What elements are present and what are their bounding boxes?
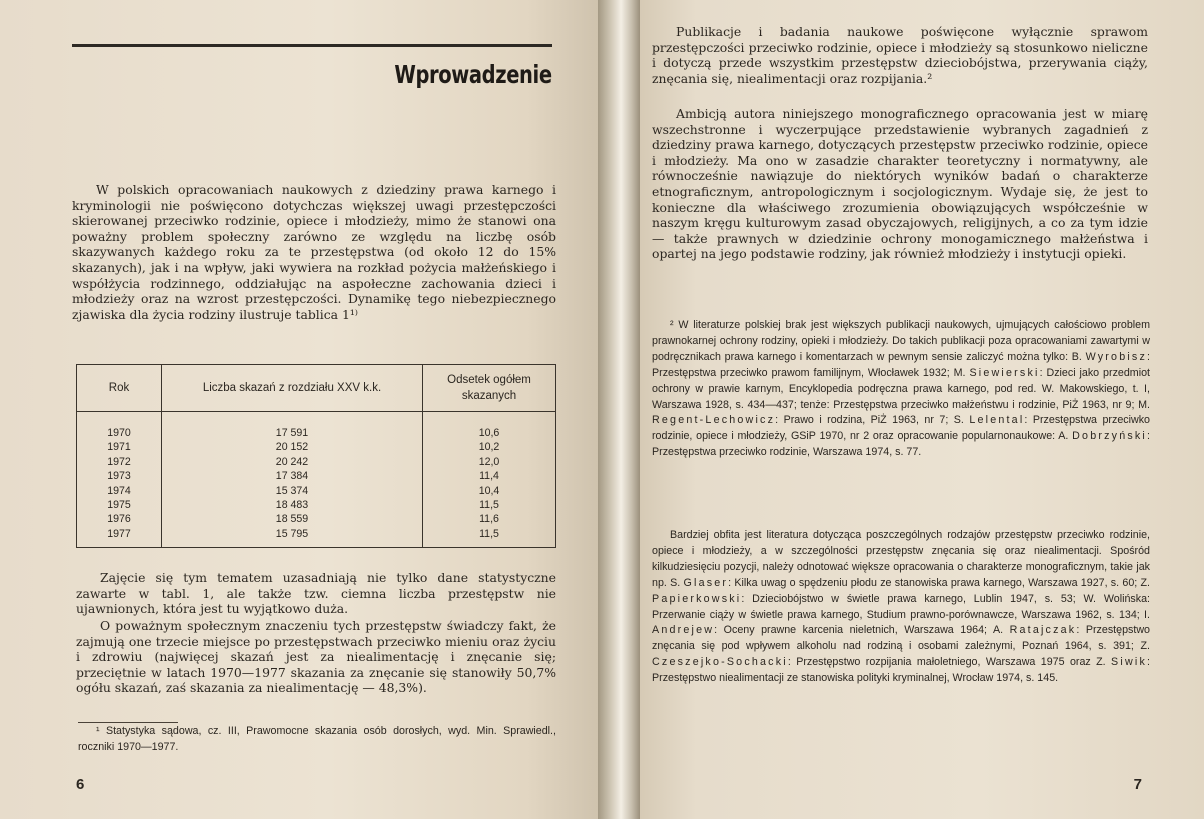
table-cell-percent: 10,4 [478, 484, 500, 497]
table-cell-count: 17 384 [162, 469, 423, 483]
footnote-2: ² W literaturze polskiej brak jest większych publikacji naukowych, ujmujących całościowo problem prawnokarnej ochrony rodziny, opieki i młodzieży. Do takich publikacji poza opracowaniami zawartymi w podręcznikach prawa karnego i komentarzach w pewnym sensie zaliczyć można tylko: B. Wyrobisz: Przestępstwa przeciwko prawom familijnym, Włocławek 1932; M. Siewierski: Dzieci jako przedmiot ochrony w prawie karnym, Encyklopedia podręczna prawa karnego, pod red. W. Makowskiego, t. I, Warszawa 1928, s. 434—437; tenże: Przestępstwa przeciwko małżeństwu i rodzinie, PiŻ 1963, nr 9; M. Regent-Lechowicz: Prawo i rodzina, PiŻ 1963, nr 7; S. Lelental: Przestępstwa przeciwko rodzinie, opiece i młodzieży, GSiP 1970, nr 2 oraz opracowanie popularnonaukowe: A. Dobrzyński: Przestępstwa przeciwko rodzinie, Warszawa 1974, s. 77. [652, 319, 1150, 459]
author-name: Glaser [683, 576, 729, 589]
footnote-2-continuation: Bardziej obfita jest literatura dotycząca poszczególnych rodzajów przestępstw przeciwko rodzinie, opiece i młodzieży, a w szczególności przestępstw znęcania się oraz niealimentacji. Spośród kilkudziesięciu pozycji, należy odnotować większe opracowania o charakterze monograficznym, takie jak np. S. Glaser: Kilka uwag o spędzeniu płodu ze stanowiska prawa karnego, Warszawa 1927, s. 60; Z. Papierkowski: Dzieciobójstwo w świetle prawa karnego, Lublin 1947, s. 53; W. Wolińska: Przerwanie ciąży w świetle prawa karnego, Studium prawno-porównawcze, Warszawa 1962, s. 134; I. Andrejew: Oceny prawne karcenia nieletnich, Warszawa 1964; A. Ratajczak: Przestępstwo znęcania się pod wpływem alkoholu nad rodziną i osobami zależnymi, Poznań 1964, s. 391; Z. Czeszejko-Sochacki: Przestępstwo rozpijania małoletniego, Warszawa 1975 oraz Z. Siwik: Przestępstwo niealimentacji ze stanowiska polityki kryminalnej, Wrocław 1974, s. 145. [652, 529, 1150, 685]
table-cell-year: 1977 [77, 527, 162, 548]
table-row [77, 498, 556, 512]
author-name: Wyrobisz [1085, 350, 1148, 363]
paragraph-significance: O poważnym społecznym znaczeniu tych przestępstw świadczy fakt, że zajmują one trzecie miejsce po przestępstwach przeciwko mieniu oraz życiu i zdrowiu (najwięcej skazań jest za niealimentację i znęcanie się; przeciętnie w latach 1970—1977 skazania za znęcanie się stanowiły 50,7% ogółu skazań, zaś skazania za niealimentację — 48,3%). [76, 618, 556, 696]
table-cell-count: 18 483 [162, 498, 423, 512]
author-name: Ratajczak [1009, 624, 1077, 637]
author-name: Lelental [969, 414, 1025, 427]
page-number-right: 7 [1133, 776, 1142, 793]
paragraph-publications: Publikacje i badania naukowe poświęcone wyłącznie sprawom przestępczości przeciwko rodzinie, opiece i młodzieży są stosunkowo nieliczne i dotyczą przede wszystkim przestępstw dzieciobójstwa, przerywania ciąży, znęcania się, niealimentacji oraz rozpijania.² [652, 24, 1148, 86]
left-page [0, 0, 598, 819]
table-cell-year: 1973 [77, 469, 162, 483]
table-cell-year: 1971 [77, 440, 162, 454]
book-gutter [598, 0, 640, 819]
table-row [77, 527, 556, 548]
author-name: Siewierski [969, 366, 1040, 379]
table-row [77, 412, 556, 441]
chapter-heading: Wprowadzenie [394, 60, 552, 89]
table-header-count: Liczba skazań z rozdziału XXV k.k. [162, 365, 423, 412]
table-cell-year: 1976 [77, 512, 162, 526]
table-cell-count: 15 374 [162, 484, 423, 498]
table-cell-percent: 11,4 [479, 470, 499, 483]
heading-rule [72, 44, 552, 47]
table-row [77, 440, 556, 454]
table-cell-percent: 10,2 [478, 441, 500, 454]
table-header-percent: Odsetek ogółem skazanych [423, 365, 556, 412]
author-name: Siwik [1111, 656, 1147, 669]
author-name: Czeszejko-Sochacki [652, 656, 788, 669]
author-name: Dobrzyński [1072, 430, 1147, 443]
table-cell-count: 18 559 [162, 512, 423, 526]
table-cell-percent: 11,5 [479, 499, 499, 512]
table-row [77, 469, 556, 483]
table-row [77, 512, 556, 526]
paragraph-statistics: Zajęcie się tym tematem uzasadniają nie tylko dane statystyczne zawarte w tabl. 1, ale także tzw. ciemna liczba przestępstw nie ujawnionych, która jest tu wyjątkowo duża. [76, 570, 556, 617]
table-cell-count: 17 591 [162, 412, 423, 441]
author-name: Andrejew [652, 624, 715, 637]
paragraph-ambition: Ambicją autora niniejszego monograficznego opracowania jest w miarę wszechstronne i wyczerpujące przedstawienie wybranych zagadnień z dziedziny prawa karnego, dotyczących przestępstw przeciwko rodzinie, opiece i młodzieży. Ma ono w zasadzie charakter teoretyczny i normatywny, ale równocześnie nawiązuje do niektórych wyników badań o charakterze etnograficznym, antropologicznym i socjologicznym. Wydaje się, że jest to konieczne dla właściwego zrozumienia obowiązujących współcześnie w naszym kręgu kulturowym zasad obyczajowych, religijnych, a co za tym idzie — także prawnych w dziedzinie ochrony monogamicznego małżeństwa i opartej na jego podstawie rodziny, jak również młodzieży i instytucji opieki. [652, 106, 1148, 262]
table-cell-percent: 12,0 [478, 455, 500, 468]
footnote-1: ¹ Statystyka sądowa, cz. III, Prawomocne skazania osób dorosłych, wyd. Min. Sprawiedl., roczniki 1970—1977. [78, 725, 556, 753]
table-cell-percent: 11,5 [479, 527, 499, 540]
intro-paragraph: W polskich opracowaniach naukowych z dziedziny prawa karnego i kryminologii nie poświęcono dotychczas większej uwagi przestępczości skierowanej przeciwko rodzinie, opiece i młodzieży, mimo że stanowi ona poważny problem społeczny zarówno ze względu na liczbę osób skazywanych każdego roku za te przestępstwa (od około 12 do 15% skazanych), jak i na wpływ, jaki wywiera na rozkład pożycia małżeńskiego i współżycia rodzinnego, oddziałując na aspołeczne zachowania dzieci i młodzieży oraz na wzrost przestępczości. Dynamikę tego niebezpiecznego zjawiska dla życia rodziny ilustruje tablica 1¹⁾ [72, 182, 556, 322]
table-cell-percent: 10,6 [478, 427, 500, 439]
table-cell-year: 1975 [77, 498, 162, 512]
page-number-left: 6 [76, 776, 85, 793]
table-cell-count: 20 242 [162, 455, 423, 469]
table-row [77, 455, 556, 469]
table-cell-year: 1974 [77, 484, 162, 498]
table-cell-count: 15 795 [162, 527, 423, 548]
table-row [77, 484, 556, 498]
table-cell-year: 1970 [77, 412, 162, 441]
table-cell-percent: 11,6 [479, 513, 499, 526]
statistics-table [76, 364, 556, 548]
author-name: Papierkowski [652, 592, 742, 605]
table-header-row [77, 365, 556, 412]
table-header-year: Rok [77, 365, 162, 412]
table-cell-count: 20 152 [162, 440, 423, 454]
right-page [640, 0, 1204, 819]
table-cell-year: 1972 [77, 455, 162, 469]
footnote-rule [78, 722, 178, 723]
author-name: Regent-Lechowicz [652, 414, 776, 427]
